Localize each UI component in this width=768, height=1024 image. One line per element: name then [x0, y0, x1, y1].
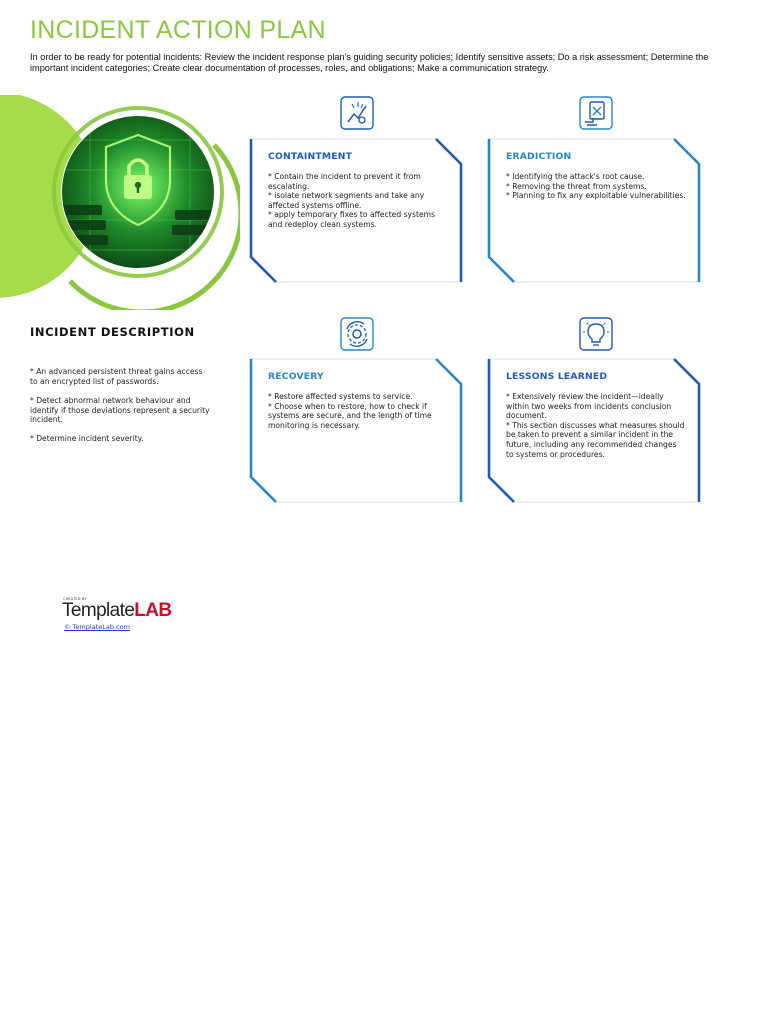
- logo-part1: Template: [62, 600, 135, 621]
- card-title: CONTAINTMENT: [268, 151, 353, 162]
- card-eradiction: [488, 139, 700, 283]
- remove-threat-icon: [579, 96, 613, 130]
- card-body: * Extensively review the incident—ideally within two weeks from incidents conclusion document. * This section discusses what measures should be taken to prevent a similar incident in the future, including any recommended changes to systems or procedures.: [506, 392, 685, 459]
- description-item: * Detect abnormal network behaviour and identify if those deviations represent a security incident.: [30, 396, 210, 425]
- card-body: * Contain the incident to prevent it from escalating. * isolate network segments and take any affected systems offline. * apply temporary fixes to affected systems and redeploy clean systems.: [268, 172, 435, 229]
- templatelab-link[interactable]: © TemplateLab.com: [64, 623, 130, 631]
- incident-description-title: INCIDENT DESCRIPTION: [30, 325, 195, 339]
- card-recovery: [250, 359, 462, 503]
- card-body: * Restore affected systems to service. * Choose when to restore, how to check if systems are secure, and the length of time monitoring is necessary.: [268, 392, 432, 430]
- hero-illustration: [0, 95, 240, 310]
- card-title: RECOVERY: [268, 371, 324, 382]
- card-title: ERADICTION: [506, 151, 572, 162]
- description-item: * An advanced persistent threat gains access to an encrypted list of passwords.: [30, 367, 203, 386]
- logo-part2: LAB: [134, 600, 172, 621]
- description-item: * Determine incident severity.: [30, 434, 144, 443]
- card-containment: [250, 139, 462, 283]
- recovery-gear-icon: [340, 317, 374, 351]
- page-title: INCIDENT ACTION PLAN: [30, 16, 326, 44]
- intro-paragraph: In order to be ready for potential incidents: Review the incident response plan's guiding security policies; Identify sensitive assets; Do a risk assessment; Determine the important incident categories; Create clear documentation of processes, roles, and obligations; Make a communication strategy.: [30, 52, 709, 73]
- templatelab-logo: [62, 600, 172, 622]
- card-body: * Identifying the attack's root cause. * Removing the threat from systems. * Planning to fix any exploitable vulnerabilities.: [506, 172, 686, 201]
- breaking-chain-icon: [340, 96, 374, 130]
- created-by-label: CREATED BY: [63, 597, 87, 601]
- lightbulb-icon: [579, 317, 613, 351]
- card-title: LESSONS LEARNED: [506, 371, 608, 382]
- card-lessons-learned: [488, 359, 700, 503]
